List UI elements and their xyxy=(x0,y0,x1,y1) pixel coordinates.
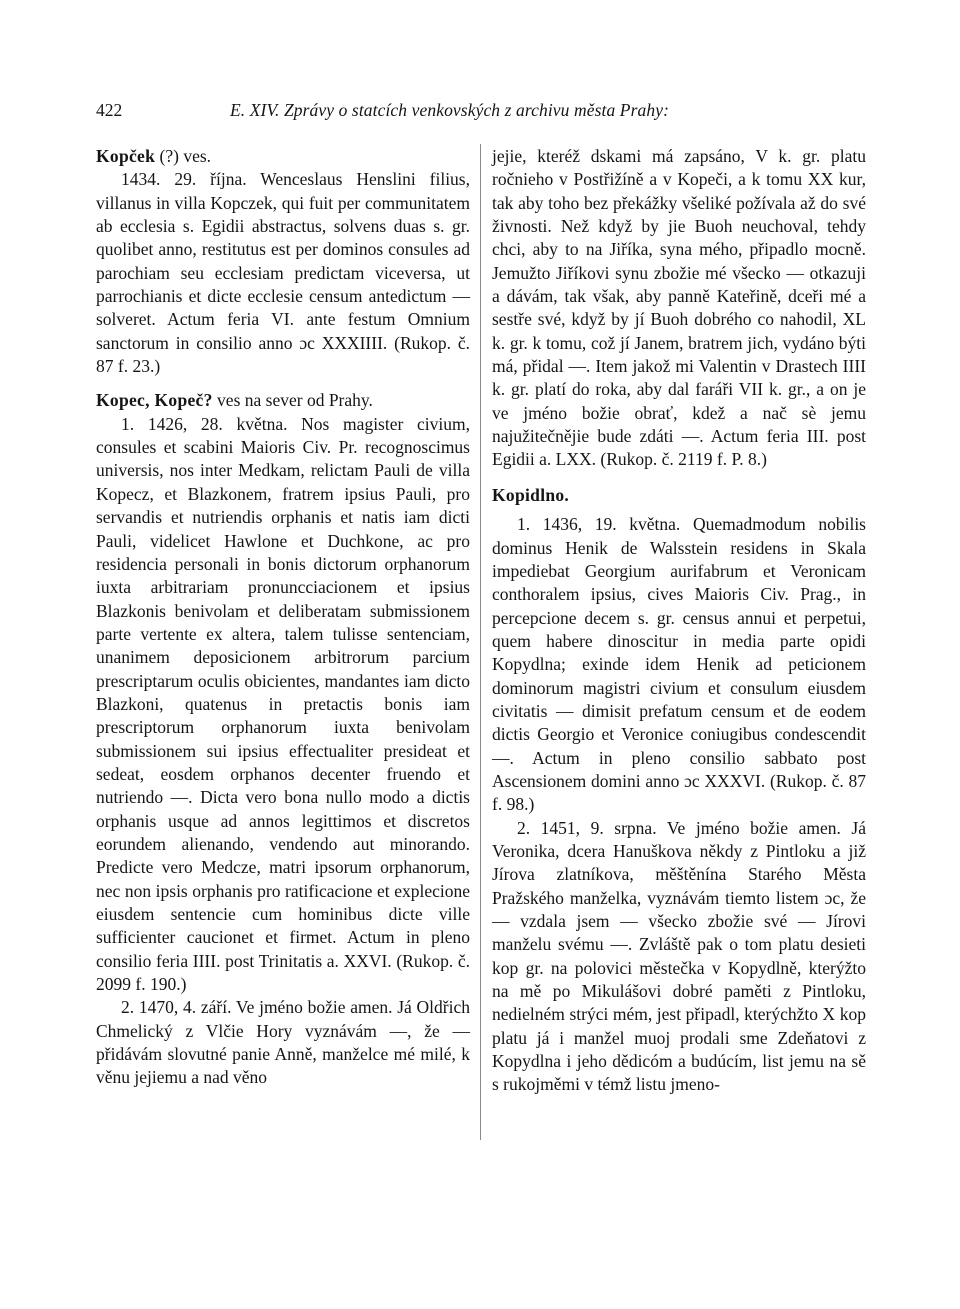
page-header xyxy=(96,100,866,124)
headword: Kopček xyxy=(96,146,156,166)
entry-paragraph: 2. 1470, 4. září. Ve jméno božie amen. Já Oldřich Chmelický z Vlčie Hory vyznávám —, že — přidávám slovutné panie Anně, manželce mé milé, k věnu jejiemu a nad věno xyxy=(96,997,470,1088)
entry-paragraph: 1434. 29. října. Wenceslaus Henslini filius, villanus in villa Kopczek, qui fuit per communitatem ab ecclesia s. Egidii abstractus, solvens duas s. gr. quolibet anno, restitutus est per dominos consules ad parochiam seu ecclesiam predictam viceversa, ut parrochianis et dicte ecclesie censum antedictum — solveret. Actum feria VI. ante festum Omnium sanctorum in consilio anno ɔc XXXIIII. (Rukop. č. 87 f. 23.) xyxy=(96,169,470,377)
right-column xyxy=(492,145,866,1097)
headword: Kopidlno. xyxy=(492,484,570,505)
headword: Kopec, Kopeč? xyxy=(96,390,213,411)
column-divider xyxy=(480,144,481,1140)
entry-paragraph: 1. 1436, 19. května. Quemadmodum nobilis dominus Henik de Walsstein residens in Skala impediebat Georgium aurifabrum et Veronicam conthoralem ipsius, cives Maioris Civ. Prag., in percepcione decem s. gr. census annui et perpetui, quem habere dinoscitur in media parte opidi Kopydlna; exinde idem Henik ad peticionem dominorum magistri civium et consulum eiusdem civitatis — dimisit prefatum censum et de eodem dictis Georgio et Veronice coniugibus condescendit —. Actum in pleno consilio sabbato post Ascensionem domini anno ɔc XXXVI. (Rukop. č. 87 f. 98.) xyxy=(492,514,866,815)
heading-rest: ves na sever od Prahy. xyxy=(212,390,373,411)
left-column xyxy=(96,145,470,1090)
entry-paragraph: 2. 1451, 9. srpna. Ve jméno božie amen. Já Veronika, dcera Hanuškova někdy z Pintloku a již Jírova zlatníkova, měštěnína Starého Města Pražského manželka, vyznávám tiemto listem ɔc, že — vzdala jsem — všecko zbožie své — Jírovi manželu svému —. Zvláště pak o tom platu desieti kop gr. na polovici městečka v Kopydlně, kterýžto na mě po Mikulášovi dobré paměti z Pintloku, nedielném strýci mém, jest připadl, kterýchžto X kop platu já i manžel muoj prodali sme Zdeňatovi z Kopydlna i jeho dědicóm a budúcím, list jemu na sě s rukojměmi v témž listu jmeno- xyxy=(492,817,866,1095)
entry-heading-kopidlno xyxy=(492,484,866,507)
page-number: 422 xyxy=(96,100,123,120)
heading-rest: (?) ves. xyxy=(155,146,212,166)
running-title: E. XIV. Zprávy o statcích venkovských z archivu města Prahy: xyxy=(230,100,669,120)
continuation-paragraph: jejie, kteréž dskami má zapsáno, V k. gr. platu ročnieho v Postřižíně a v Kopeči, a k tomu XX kur, tak aby toho bez překážky všeliké požívala až do své živnosti. Než když by jie Buoh neuchoval, tehdy chci, aby to na Jiříka, syna mého, připadlo mocně. Jemužto Jiříkovi synu zbožie mé všecko — otkazuji a dávám, tak však, aby panně Kateřině, dceři mé a sestře své, když by jí Buoh dobrého co nahodil, XL k. gr. k tomu, což jí Janem, bratrem jich, vydáno býti má, přidal —. Item jakož mi Valentin v Drastech IIII k. gr. platí do roka, aby dal faráři VII k. gr., a on je ve jméno božie obrať, kdež a nač sè jemu najužitečnějie bude zdáti —. Actum feria III. post Egidii a. LXX. (Rukop. č. 2119 f. P. 8.) xyxy=(492,146,866,470)
entry-heading-kopec xyxy=(96,389,470,412)
entry-heading-kopcek xyxy=(96,145,470,168)
entry-paragraph: 1. 1426, 28. května. Nos magister civium, consules et scabini Maioris Civ. Pr. recognoscimus universis, nos inter Medkam, relictam Pauli de villa Kopecz, et Blazkonem, fratrem ipsius Pauli, pro servandis et nutriendis orphanis et natis iam dicti Pauli, videlicet Hawlone et Duchkone, ac pro residencia personali in bonis dictorum orphanorum iuxta arbitrariam pronuncciacionem et ipsius Blazkonis benivolam et deliberatam submissionem parte vertente ex altera, talem tulisse sentenciam, unanimem deposicionem arbitrorum parcium prescriptarum oculis obicientes, mandantes iam dicto Blazkoni, quatenus in pretactis bonis iam prescriptorum orphanorum iuxta benivolam submissionem sui ipsius effectualiter presideat et sedeat, eosdem orphanos decenter fruendo et nutriendo —. Dicta vero bona nullo modo a dictis orphanis usque ad annos legittimos et discretos eorundem alienando, vendendo aut minorando. Predicte vero Medcze, matri ipsorum orphanorum, nec non ipsis orphanis pro ratificacione et explecione eiusdem sentencie cum hominibus dicte ville sufficienter caucionet et firmet. Actum in pleno consilio feria IIII. post Trinitatis a. XXVI. (Rukop. č. 2099 f. 190.) xyxy=(96,413,470,995)
